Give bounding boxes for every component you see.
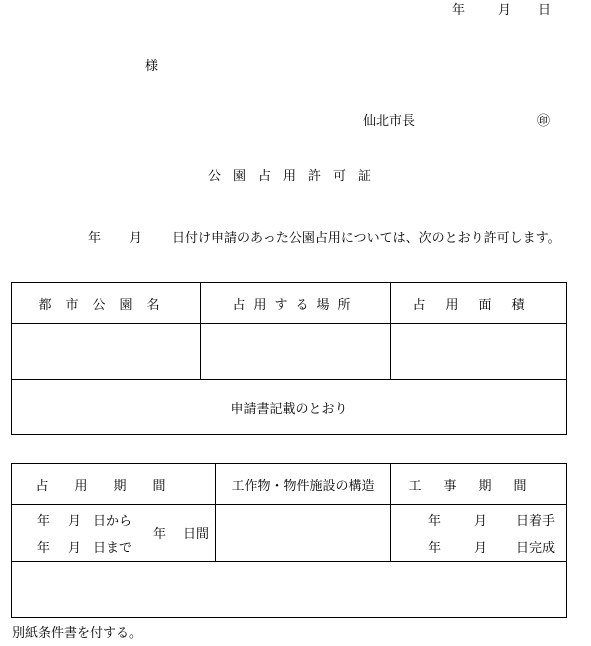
work-end-day: 日完成 [516, 541, 556, 556]
addressee-honorific: 様 [145, 59, 159, 74]
work-end-month: 月 [474, 541, 488, 556]
header-occupation-period: 占用期間 [12, 464, 216, 505]
body-year-label: 年 [88, 231, 102, 246]
date-month-label: 月 [498, 3, 512, 18]
issuer-name: 仙北市長 [363, 114, 416, 129]
duration-days: 日間 [183, 527, 210, 542]
from-month: 月 [68, 514, 82, 529]
to-day: 日まで [93, 541, 133, 556]
header-occupied-place: 占用する場所 [201, 283, 391, 324]
body-paragraph [12, 224, 587, 253]
header-occupied-area: 占用面積 [391, 283, 567, 324]
from-year: 年 [37, 514, 51, 529]
to-year: 年 [37, 541, 51, 556]
header-park-name: 都市公園名 [12, 283, 201, 324]
park-name-cell[interactable] [12, 324, 201, 380]
header-structure: 工作物・物件施設の構造 [216, 464, 391, 505]
header-work-period: 工事期間 [391, 464, 567, 505]
body-text: 日付け申請のあった公園占用については、次のとおり許可します。 [172, 231, 561, 246]
seal-mark: ㊞ [537, 114, 551, 129]
from-day: 日から [93, 514, 133, 529]
occupation-period-cell[interactable] [12, 505, 216, 562]
work-end-year: 年 [428, 541, 442, 556]
document-title: 公園占用許可証 [207, 169, 383, 184]
park-location-table [11, 282, 567, 435]
work-start-year: 年 [428, 514, 442, 529]
duration-year: 年 [153, 527, 167, 542]
remarks-cell[interactable] [12, 562, 567, 618]
period-structure-table [11, 463, 567, 618]
structure-cell[interactable] [216, 505, 391, 562]
to-month: 月 [68, 541, 82, 556]
footnote-conditions: 別紙条件書を付する。 [12, 626, 143, 641]
occupied-place-cell[interactable] [201, 324, 391, 380]
occupied-area-cell[interactable] [391, 324, 567, 380]
date-day-label: 日 [538, 3, 552, 18]
body-month-label: 月 [129, 231, 143, 246]
date-year-label: 年 [452, 3, 466, 18]
as-per-application-cell: 申請書記載のとおり [12, 380, 567, 435]
work-period-cell[interactable] [391, 505, 567, 562]
work-start-day: 日着手 [516, 514, 556, 529]
work-start-month: 月 [474, 514, 488, 529]
